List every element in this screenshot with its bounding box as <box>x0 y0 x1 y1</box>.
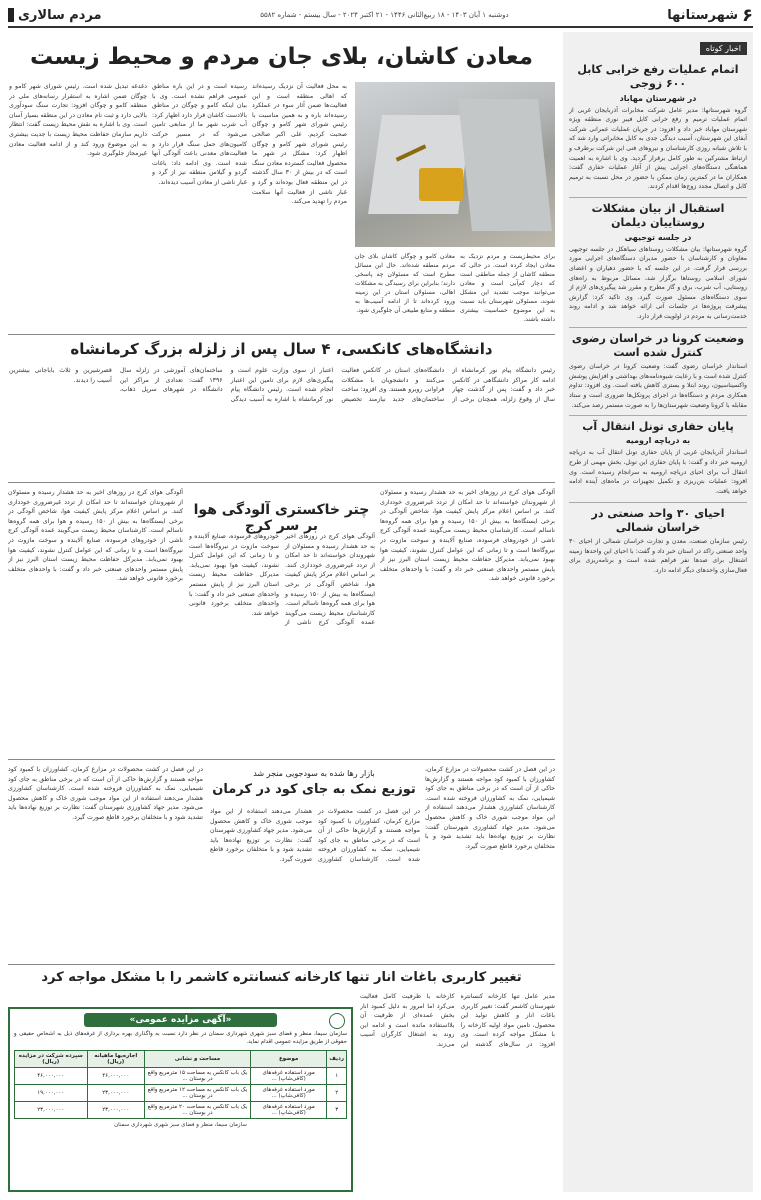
sidebar-item-body: گروه شهرستانها: بیان مشکلات روستاهای سیاهکل در جلسه توجیهی معاونان و کارشناسان با حضور مدیران دستگاه‌های اجرایی مورد بررسی قرار گرفت. در این جلسه که با حضور دهیاران و اعضای شورای اسلامی روستاها برگزار شد، مسائل مربوط به راه‌های روستایی، آب شرب، برق و گاز مطرح و مقرر شد پیگیری‌های لازم از سوی دستگاه‌های مسئول صورت گیرد. وی تاکید کرد: گزارش پیشرفت پروژه‌ها در جلسات آتی ارائه خواهد شد و ادامه روند خدمت‌رسانی به مردم در اولویت قرار دارد. <box>569 245 747 320</box>
ad-footer: سازمان سیما، منظر و فضای سبز شهری شهرداری سمنان <box>114 1121 247 1128</box>
divider <box>8 964 555 965</box>
table-cell: ۲۳,۰۰۰,۰۰۰ <box>87 1101 144 1118</box>
photo-caption: معادن کامو و چوگان کاشان بلای جان مردم منطقه شده‌اند. حال این مسائل مطرح است که مسئولان چه پاسخی دارند؛ بنابراین برای رسیدگی به مشکلات اهالی، مسئولان استان در این زمینه ورود کرده‌اند تا از ادامه آسیب‌ها به منطقه و منابع طبیعی آن جلوگیری شود. <box>355 253 455 314</box>
table-header-row <box>15 1050 347 1067</box>
divider <box>569 502 747 503</box>
divider <box>8 482 555 483</box>
section-header <box>667 5 753 26</box>
table-cell: ۳ <box>327 1101 347 1118</box>
article-body: آلودگی هوای کرج در روزهای اخیر به حد هشدار رسیده و مسئولان از شهروندان خواسته‌اند تا حد امکان از تردد غیرضروری خودداری کنند. بر اساس اعلام مرکز پایش کیفیت هوا، شاخص آلودگی در برخی ایستگاه‌ها به بیش از ۱۵۰ رسیده و هوا برای همه گروه‌ها ناسالم است. کارشناسان محیط زیست می‌گویند عمده آلودگی کرج ناشی از خودروهای فرسوده، صنایع آلاینده و سوخت مازوت در نیروگاه‌ها است و تا زمانی که این عوامل کنترل نشوند، کیفیت هوا بهبود نمی‌یابد. مدیرکل حفاظت محیط زیست استان البرز نیز از پایش مستمر واحدهای صنعتی خبر داد و گفت: با واحدهای متخلف برخورد قانونی خواهد شد. <box>189 533 375 627</box>
article-column: دغدغه تبدیل شده است. رئیس شورای شهر کامو و چوگان ضمن اشاره به استقرار رسانه‌های ملی در منطقه کامو و چوگان افزود: تجارت سنگ سودآوری بالایی دارد و ثبت نام معادن در این منطقه بسیار آسان است. وی با اشاره به نقش محیط زیست گفت: انتظار داریم سازمان حفاظت محیط زیست با جدیت بیشتری به این موضوع ورود کند و از ادامه فعالیت معادن غیرمجاز جلوگیری شود. <box>9 83 147 158</box>
table-cell: یک باب کانکس به مساحت ۲۰ مترمربع واقع در بوستان ... <box>144 1101 250 1118</box>
sidebar-news <box>563 32 753 1192</box>
sidebar-item-body: استاندار آذربایجان غربی از پایان حفاری تونل انتقال آب به دریاچه ارومیه خبر داد و گفت: با پایان حفاری این تونل، بخش مهمی از طرح انتقال آب برای احیای دریاچه ارومیه به سرانجام رسیده است. وی افزود: عملیات بتن‌ریزی و تکمیل تجهیزات در ماه‌های آینده ادامه خواهد یافت. <box>569 449 747 495</box>
story-kicker: بازار رها شده به سودجویی منجر شد <box>253 769 375 778</box>
table-cell: ۱ <box>327 1067 347 1084</box>
logo-bar-icon <box>8 8 14 22</box>
table-cell: ۱۹,۰۰۰,۰۰۰ <box>15 1084 88 1101</box>
table-cell: ۴۶,۰۰۰,۰۰۰ <box>15 1067 88 1084</box>
table-row <box>15 1101 347 1118</box>
divider <box>569 327 747 328</box>
page-number: ۶ <box>742 4 753 26</box>
table-cell: ۴۶,۰۰۰,۰۰۰ <box>87 1067 144 1084</box>
sidebar-item-title[interactable]: وضعیت کرونا در خراسان رضوی کنترل شده است <box>571 331 745 359</box>
article-body: رئیس دانشگاه پیام نور کرمانشاه از ادامه کار مراکز دانشگاهی در کانکس خبر داد و گفت: پس از گذشت چهار سال از وقوع زلزله، همچنان برخی از دانشگاه‌های استان در کانکس فعالیت می‌کنند و دانشجویان با مشکلات فراوانی روبرو هستند. وی افزود: ساخت ساختمان‌های جدید نیازمند تخصیص اعتبار از سوی وزارت علوم است و پیگیری‌های لازم برای تامین این اعتبار انجام شده است. رئیس دانشگاه پیام نور کرمانشاه با اشاره به آسیب دیدگی ساختمان‌های آموزشی در زلزله سال ۱۳۹۶ گفت: تعدادی از مراکز این دانشگاه در شهرهای سرپل ذهاب، قصرشیرین و ثلاث باباجانی بیشترین آسیب را دیدند. <box>9 367 555 403</box>
sidebar-item-body: استاندار خراسان رضوی گفت: وضعیت کرونا در خراسان رضوی کنترل شده است و با رعایت شیوه‌نامه‌های بهداشتی و افزایش پوشش واکسیناسیون، روند ابتلا و بستری کاهش یافته است. وی افزود: تداوم همکاری مردم و دستگاه‌ها در اجرای پروتکل‌ها ضروری است و ستاد مقابله با کرونا وضعیت شهرستان‌ها را به صورت مستمر رصد می‌کند. <box>569 363 747 409</box>
paper-logo <box>8 8 102 23</box>
sidebar-item-title[interactable]: پایان حفاری تونل انتقال آب <box>582 420 734 434</box>
paper-name: مردم سالاری <box>18 7 102 23</box>
column-header: سپرده شرکت در مزایده (ریال) <box>15 1050 88 1067</box>
divider <box>8 334 555 335</box>
mine-photo <box>355 82 555 247</box>
story-headline[interactable]: تغییر کاربری باغات انار تنها کارخانه کنسانتره کاشمر را با مشکل مواجه کرد <box>41 970 522 985</box>
table-cell: یک باب کانکس به مساحت ۱۵ مترمربع واقع در بوستان ... <box>144 1067 250 1084</box>
main-content <box>8 32 555 1192</box>
article-column: در این فصل در کشت محصولات در مزارع کرمان، کشاورزان با کمبود کود مواجه هستند و گزارش‌ها حاکی از آن است که در برخی مناطق به جای کود شیمیایی، نمک به کشاورزان فروخته شده است. کارشناسان کشاورزی هشدار می‌دهند استفاده از این مواد موجب شوری خاک و کاهش محصول می‌شود. مدیر جهاد کشاورزی شهرستان گفت: نظارت بر توزیع نهاده‌ها باید تشدید شود و با متخلفان برخورد قاطع صورت گیرد. <box>425 766 555 850</box>
sidebar-item-title[interactable]: احیای ۳۰ واحد صنعتی در خراسان شمالی <box>591 506 725 534</box>
divider <box>8 759 555 760</box>
dateline: دوشنبه ۱ آبان ۱۴۰۳ - ۱۸ ربیع‌الثانی ۱۴۴۶ - ۲۱ اکتبر ۲۰۲۴ - سال بیستم - شماره ۵۵۸۲ <box>260 11 509 19</box>
column-header: موضوع <box>250 1050 327 1067</box>
table-cell: ۲ <box>327 1084 347 1101</box>
sidebar-item-body: گروه شهرستانها: مدیر عامل شرکت مخابرات آذربایجان غربی از اتمام عملیات ترمیم و رفع خرابی کابل فیبر نوری منطقه ویژه شهرستان مهاباد خبر داد و افزود: در جریان عملیات عمرانی شرکت آبفای این شهرستان، آسیب دیدگی جدی به کابل مخابراتی وارد شد که با تلاش شبانه روزی کارشناسان و نیروهای فنی این شرکت برطرف و ارتباط مشترکین به طور کامل برقرار گردید. وی با اشاره به اهمیت هماهنگی دستگاه‌های اجرایی پیش از آغاز عملیات حفاری گفت: همکاران ما در کمترین زمان ممکن با حضور در محل نسبت به ترمیم کابل و اتصال مجدد زوج‌ها اقدام کردند. <box>569 106 747 191</box>
section-title: شهرستانها <box>667 7 738 23</box>
sidebar-item-subtitle: در جلسه توجیهی <box>624 232 692 242</box>
sidebar-item-title[interactable]: اتمام عملیات رفع خرابی کابل ۶۰۰ زوجی <box>577 63 739 91</box>
photo-caption: برای محیط‌زیست و مردم نزدیک به معادن ایجاد کرده است. در حالی که منطقه کاشان از جمله مناطقی است که دچار کم‌آبی است و معادن می‌توانند موجب تشدید این مشکل شوند، مسئولان شهرستان باید نسبت به این موضوع حساسیت بیشتری داشته باشند. <box>460 253 555 323</box>
article-column: آلودگی هوای کرج در روزهای اخیر به حد هشدار رسیده و مسئولان از شهروندان خواسته‌اند تا حد امکان از تردد غیرضروری خودداری کنند. بر اساس اعلام مرکز پایش کیفیت هوا، شاخص آلودگی در برخی ایستگاه‌ها به بیش از ۱۵۰ رسیده و هوا برای همه گروه‌ها ناسالم است. کارشناسان محیط زیست می‌گویند عمده آلودگی کرج ناشی از خودروهای فرسوده، صنایع آلاینده و سوخت مازوت در نیروگاه‌ها است و تا زمانی که این عوامل کنترل نشوند، کیفیت هوا بهبود نمی‌یابد. مدیرکل حفاظت محیط زیست استان البرز نیز از پایش مستمر واحدهای صنعتی خبر داد و گفت: با واحدهای متخلف برخورد قانونی خواهد شد. <box>380 489 555 583</box>
article-body: مدیر عامل تنها کارخانه کنسانتره شهرستان کاشمر گفت: تغییر کاربری باغات انار و کاهش تولید این محصول، تامین مواد اولیه کارخانه را با مشکل مواجه کرده است. وی افزود: در سال‌های گذشته این کارخانه با ظرفیت کامل فعالیت می‌کرد اما امروز به دلیل کمبود انار بخش عمده‌ای از ظرفیت آن بلااستفاده مانده است و ادامه این روند به اشتغال کارگران آسیب می‌زند. <box>360 993 555 1049</box>
article-column: به محل فعالیت آن نزدیک رسیده‌اند که اهالی منطقه است و این فعالیت‌ها ضمن آثار سوء در عملکرد رسیده‌اند باره و به همین مناسبت با رئیس شورای شهر کامو و چوگان صحبت کردیم. علی اکبر صالحی رئیس شورای شهر کامو و چوگان اظهار کرد: مشکل در شهر ما محصول فعالیت گسترده معادن سنگ است که در بیش از ۳۰ سال گذشته در این منطقه فعال بوده‌اند و گرد و غبار ناشی از فعالیت آنها سلامت مردم را تهدید می‌کند. <box>252 83 347 206</box>
column-header: ردیف <box>327 1050 347 1067</box>
ad-intro: سازمان سیما، منظر و فضای سبز شهری شهرداری سمنان در نظر دارد نسبت به واگذاری بهره برداری از غرفه‌های ذیل به اشخاص حقیقی و حقوقی از طریق مزایده عمومی اقدام نماید. <box>14 1031 347 1046</box>
table-row <box>15 1084 347 1101</box>
table-cell: ۲۳,۰۰۰,۰۰۰ <box>87 1084 144 1101</box>
table-cell: مورد استفاده غرفه‌های (کافی‌شاپ) ... <box>250 1067 327 1084</box>
table-row <box>15 1067 347 1084</box>
seal-icon <box>329 1013 345 1029</box>
story-headline[interactable]: چتر خاکستری آلودگی هوا بر سر کرج <box>193 502 370 534</box>
table-cell: مورد استفاده غرفه‌های (کافی‌شاپ) ... <box>250 1101 327 1118</box>
sidebar-item-title[interactable]: استقبال از بیان مشکلات روستاییان دیلمان <box>591 202 725 230</box>
masthead <box>8 4 753 28</box>
divider <box>569 197 747 198</box>
table-cell: مورد استفاده غرفه‌های (کافی‌شاپ) ... <box>250 1084 327 1101</box>
story-headline[interactable]: توزیع نمک به جای کود در کرمان <box>212 782 416 797</box>
auction-ad <box>8 1007 353 1192</box>
article-column: آلودگی هوای کرج در روزهای اخیر به حد هشدار رسیده و مسئولان از شهروندان خواسته‌اند تا حد امکان از تردد غیرضروری خودداری کنند. بر اساس اعلام مرکز پایش کیفیت هوا، شاخص آلودگی در برخی ایستگاه‌ها به بیش از ۱۵۰ رسیده و هوا برای همه گروه‌ها ناسالم است. کارشناسان محیط زیست می‌گویند عمده آلودگی کرج ناشی از خودروهای فرسوده، صنایع آلاینده و سوخت مازوت در نیروگاه‌ها است و تا زمانی که این عوامل کنترل نشوند، کیفیت هوا بهبود نمی‌یابد. مدیرکل حفاظت محیط زیست استان البرز نیز از پایش مستمر واحدهای صنعتی خبر داد و گفت: با واحدهای متخلف برخورد قانونی خواهد شد. <box>8 489 183 583</box>
ad-title: «آگهی مزایده عمومی» <box>84 1013 277 1027</box>
article-body: در این فصل در کشت محصولات در مزارع کرمان، کشاورزان با کمبود کود مواجه هستند و گزارش‌ها حاکی از آن است که در برخی مناطق به جای کود شیمیایی، نمک به کشاورزان فروخته شده است. کارشناسان کشاورزی هشدار می‌دهند استفاده از این مواد موجب شوری خاک و کاهش محصول می‌شود. مدیر جهاد کشاورزی شهرستان گفت: نظارت بر توزیع نهاده‌ها باید تشدید شود و با متخلفان برخورد قاطع صورت گیرد. <box>210 808 420 864</box>
divider <box>569 415 747 416</box>
table-cell: یک باب کانکس به مساحت ۱۲ مترمربع واقع در بوستان ... <box>144 1084 250 1101</box>
table-cell: ۲۳,۰۰۰,۰۰۰ <box>15 1101 88 1118</box>
article-column: رسیده است و در این باره مناطق عمومی فراهم نشده است. وی با بیان اینکه کامو و چوگان در مناطق بالادست کاشان قرار دارد اظهار کرد: آب شرب شهر ما از منابعی تامین می‌شود که در مسیر حرکت کامیون‌های حمل سنگ قرار دارد و فعالیت‌های معدنی باعث آلودگی آنها شده است. وی ادامه داد: باغات گردو و گیلاس منطقه نیز از گرد و غبار ناشی از معادن آسیب دیده‌اند. <box>152 83 247 187</box>
article-column: در این فصل در کشت محصولات در مزارع کرمان، کشاورزان با کمبود کود مواجه هستند و گزارش‌ها حاکی از آن است که در برخی مناطق به جای کود شیمیایی، نمک به کشاورزان فروخته شده است. کارشناسان کشاورزی هشدار می‌دهند استفاده از این مواد موجب شوری خاک و کاهش محصول می‌شود. مدیر جهاد کشاورزی شهرستان گفت: نظارت بر توزیع نهاده‌ها باید تشدید شود و با متخلفان برخورد قاطع صورت گیرد. <box>8 766 203 822</box>
ad-table <box>14 1050 347 1119</box>
story-headline[interactable]: دانشگاه‌های کانکسی، ۴ سال پس از زلزله بزرگ کرمانشاه <box>70 340 493 358</box>
sidebar-item-subtitle: به دریاچه ارومیه <box>625 436 691 446</box>
column-header: اجاره‌بها ماهیانه (ریال) <box>87 1050 144 1067</box>
column-header: مساحت و نشانی <box>144 1050 250 1067</box>
sidebar-item-subtitle: در شهرستان مهاباد <box>619 93 697 103</box>
sidebar-label: اخبار کوتاه <box>700 42 747 55</box>
sidebar-item-body: رئیس سازمان صنعت، معدن و تجارت خراسان شمالی از احیای ۳۰ واحد صنعتی راکد در استان خبر داد و گفت: با احیای این واحدها زمینه اشتغال برای صدها نفر فراهم شده است و برنامه‌ریزی برای فعال‌سازی واحدهای دیگر ادامه دارد. <box>569 538 747 574</box>
story-headline[interactable]: معادن کاشان، بلای جان مردم و محیط زیست <box>30 44 533 70</box>
excavator-icon <box>419 168 463 201</box>
